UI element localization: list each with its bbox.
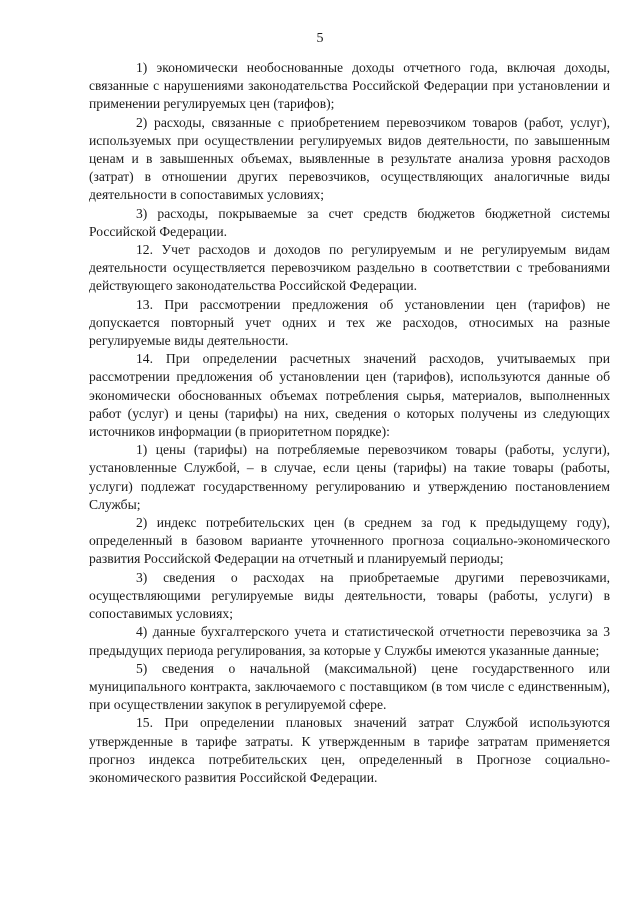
paragraph-item-1-uneconomic-income: 1) экономически необоснованные доходы отчетного года, включая доходы, связанные с нарушениями законодательства Российской Федерации при установлении и применении регулируемых цен (тарифов); (89, 60, 610, 112)
paragraph-source-3-other-carriers: 3) сведения о расходах на приобретаемые другими перевозчиками, осуществляющими регулируемые виды деятельности, товары (работы, услуги) в сопоставимых условиях; (89, 569, 610, 622)
paragraph-source-1-tariffs: 1) цены (тарифы) на потребляемые перевозчиком товары (работы, услуги), установленные Службой, – в случае, если цены (тарифы) на такие товары (работы, услуги) подлежат государственному регулированию и утверждению постановлением Службы; (89, 442, 610, 512)
paragraph-15-planned-costs: 15. При определении плановых значений затрат Службой используются утвержденные в тарифе затраты. К утвержденным в тарифе затратам применяется прогноз индекса потребительских цен, определенный в Прогнозе социально-экономического развития Российской Федерации. (89, 715, 610, 785)
document-body (89, 59, 610, 787)
paragraph-12-separate-accounting: 12. Учет расходов и доходов по регулируемым и не регулируемым видам деятельности осуществляется перевозчиком раздельно в соответствии с требованиями действующего законодательства Российской Федерации. (89, 242, 610, 294)
paragraph-14-information-sources: 14. При определении расчетных значений расходов, учитываемых при рассмотрении предложения об установлении цен (тарифов), используются данные об экономически обоснованных объемах потребления сырья, материалов, выполненных работ (услуг) и цены (тарифы) на них, сведения о которых получены из следующих источников информации (в приоритетном порядке): (89, 351, 610, 440)
paragraph-source-2-price-index: 2) индекс потребительских цен (в среднем за год к предыдущему году), определенный в базовом варианте уточненного прогноза социально-экономического развития Российской Федерации на отчетный и планируемый периоды; (89, 515, 610, 567)
page-number: 5 (316, 31, 324, 46)
paragraph-item-3-budget-expenses: 3) расходы, покрываемые за счет средств бюджетов бюджетной системы Российской Федерации. (89, 205, 610, 239)
paragraph-13-no-double-counting: 13. При рассмотрении предложения об установлении цен (тарифов) не допускается повторный учет одних и тех же расходов, относимых на разные регулируемые виды деятельности. (89, 296, 610, 349)
paragraph-item-2-overpriced-expenses: 2) расходы, связанные с приобретением перевозчиком товаров (работ, услуг), используемых при осуществлении регулируемых видов деятельности, по завышенным ценам и в завышенных объемах, выявленные в результате анализа уровня расходов (затрат) в отношении других перевозчиков, осуществляющих аналогичные виды деятельности в сопоставимых условиях; (89, 114, 610, 203)
paragraph-source-4-accounting-data: 4) данные бухгалтерского учета и статистической отчетности перевозчика за 3 предыдущих периода регулирования, за которые у Службы имеются указанные данные; (89, 624, 610, 658)
paragraph-source-5-contract-price: 5) сведения о начальной (максимальной) цене государственного или муниципального контракта, заключаемого с поставщиком (в том числе с единственным), при осуществлении закупок в регулируемой сфере. (89, 660, 610, 713)
